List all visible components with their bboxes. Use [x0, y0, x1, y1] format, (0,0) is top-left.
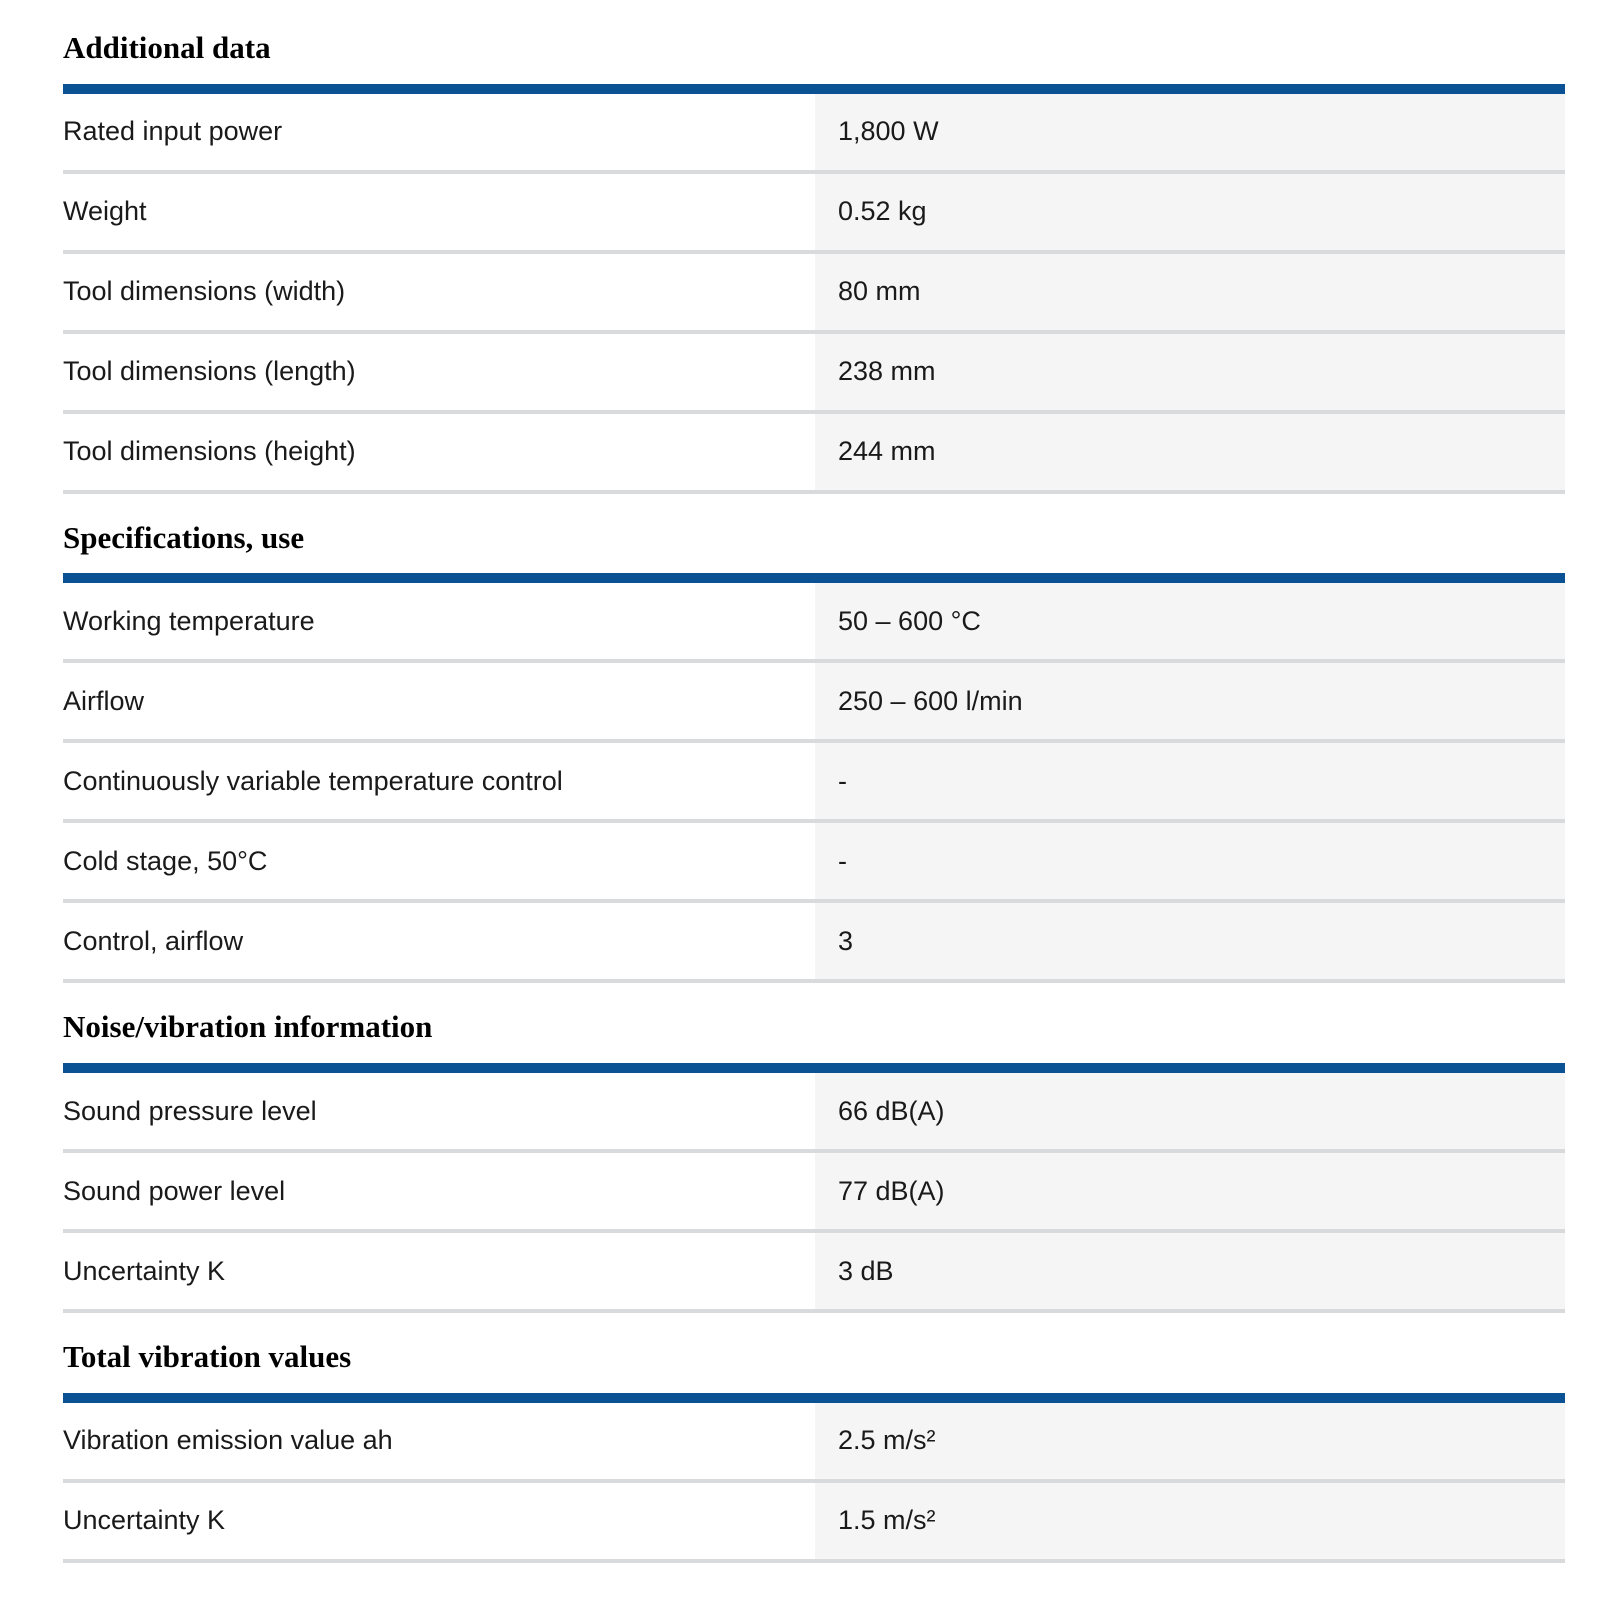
- spec-value: 3 dB: [815, 1233, 1565, 1309]
- spec-value: 1,800 W: [815, 94, 1565, 170]
- spec-row: [63, 903, 1565, 983]
- spec-label: Sound pressure level: [63, 1073, 815, 1149]
- section-title: Total vibration values: [63, 1338, 352, 1374]
- spec-label: Cold stage, 50°C: [63, 823, 815, 899]
- spec-label: Vibration emission value ah: [63, 1403, 815, 1479]
- spec-label: Uncertainty K: [63, 1483, 815, 1559]
- spec-value: 244 mm: [815, 414, 1565, 490]
- section-title: Noise/vibration information: [63, 1009, 433, 1045]
- section-rows: [63, 94, 1565, 494]
- spec-value: -: [815, 743, 1565, 819]
- spec-label: Weight: [63, 174, 815, 250]
- spec-row: [63, 334, 1565, 414]
- spec-value: 80 mm: [815, 254, 1565, 330]
- spec-value: -: [815, 823, 1565, 899]
- section-rows: [63, 583, 1565, 983]
- section-accent-bar: [63, 1393, 1565, 1403]
- spec-label: Working temperature: [63, 583, 815, 659]
- section-accent-bar: [63, 84, 1565, 94]
- section-title: Specifications, use: [63, 519, 305, 555]
- spec-row: [63, 174, 1565, 254]
- spec-value: 50 – 600 °C: [815, 583, 1565, 659]
- spec-row: [63, 743, 1565, 823]
- spec-section: [63, 1339, 1565, 1563]
- spec-row: [63, 414, 1565, 494]
- spec-value: 0.52 kg: [815, 174, 1565, 250]
- spec-label: Control, airflow: [63, 903, 815, 979]
- spec-row: [63, 823, 1565, 903]
- spec-label: Tool dimensions (length): [63, 334, 815, 410]
- spec-label: Rated input power: [63, 94, 815, 170]
- section-accent-bar: [63, 573, 1565, 583]
- spec-section: [63, 1009, 1565, 1313]
- spec-label: Tool dimensions (width): [63, 254, 815, 330]
- section-accent-bar: [63, 1063, 1565, 1073]
- spec-row: [63, 1403, 1565, 1483]
- spec-label: Continuously variable temperature control: [63, 743, 815, 819]
- spec-value: 238 mm: [815, 334, 1565, 410]
- spec-label: Airflow: [63, 663, 815, 739]
- technical-data-tables: [63, 30, 1565, 1563]
- spec-row: [63, 1153, 1565, 1233]
- spec-label: Uncertainty K: [63, 1233, 815, 1309]
- spec-row: [63, 1233, 1565, 1313]
- spec-label: Sound power level: [63, 1153, 815, 1229]
- spec-value: 77 dB(A): [815, 1153, 1565, 1229]
- section-rows: [63, 1073, 1565, 1313]
- spec-value: 3: [815, 903, 1565, 979]
- section-rows: [63, 1403, 1565, 1563]
- spec-label: Tool dimensions (height): [63, 414, 815, 490]
- spec-section: [63, 30, 1565, 494]
- spec-value: 1.5 m/s²: [815, 1483, 1565, 1559]
- spec-value: 2.5 m/s²: [815, 1403, 1565, 1479]
- spec-row: [63, 663, 1565, 743]
- spec-row: [63, 254, 1565, 334]
- spec-section: [63, 520, 1565, 984]
- spec-row: [63, 1073, 1565, 1153]
- spec-row: [63, 1483, 1565, 1563]
- section-title: Additional data: [63, 30, 271, 65]
- spec-row: [63, 583, 1565, 663]
- spec-value: 66 dB(A): [815, 1073, 1565, 1149]
- spec-value: 250 – 600 l/min: [815, 663, 1565, 739]
- spec-row: [63, 94, 1565, 174]
